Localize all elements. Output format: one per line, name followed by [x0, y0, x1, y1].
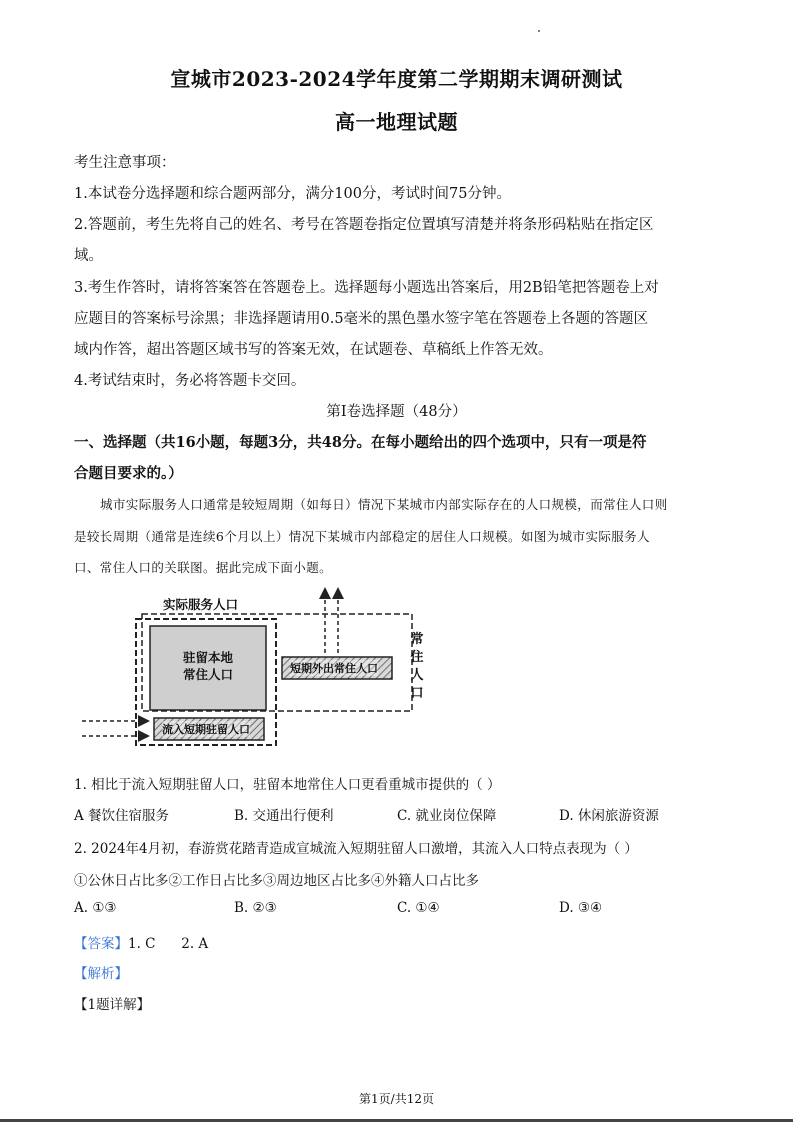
actual-service-label: 实际服务人口 [163, 597, 239, 612]
note-line: 域。 [74, 248, 103, 264]
question-2-statements: ①公休日占比多②工作日占比多③周边地区占比多④外籍人口占比多 [74, 873, 479, 889]
outflow-label: 短期外出常住人口 [290, 662, 378, 675]
answer-text: 1. C 2. A [128, 936, 209, 952]
exam-title: 宣城市2023-2024学年度第二学期期末调研测试 [170, 67, 623, 91]
note-line: 1.本试卷分选择题和综合题两部分，满分100分，考试时间75分钟。 [74, 186, 511, 202]
section-title: 第Ⅰ卷选择题（48分） [326, 404, 467, 420]
question-2-option-b: B. ②③ [234, 900, 277, 916]
scan-dot [538, 30, 540, 32]
local-resident-label [150, 649, 266, 683]
local-resident-line: 驻留本地 [182, 650, 233, 665]
resident-label: 常住人口 [410, 632, 424, 701]
note-line: 域内作答，超出答题区域书写的答案无效，在试题卷、草稿纸上作答无效。 [74, 342, 553, 358]
question-2-option-d: D. ③④ [559, 900, 603, 916]
note-line: 3.考生作答时，请将答案答在答题卷上。选择题每小题选出答案后，用2B铅笔把答题卷上对 [74, 280, 659, 296]
question-1-option-d: D. 休闲旅游资源 [559, 808, 659, 824]
answer-line [74, 932, 208, 952]
population-diagram [80, 585, 440, 755]
inflow-label: 流入短期驻留人口 [162, 723, 250, 736]
section-instruction: 合题目要求的。） [74, 465, 183, 482]
question-1-option-b: B. 交通出行便利 [234, 808, 334, 824]
notes-heading: 考生注意事项： [74, 155, 176, 171]
note-line: 4.考试结束时，务必将答题卡交回。 [74, 373, 306, 389]
local-resident-line: 常住人口 [182, 667, 233, 682]
question-2-option-c: C. ①④ [397, 900, 440, 916]
answer-tag: 【答案】 [74, 936, 128, 952]
note-line: 应题目的答案标号涂黑；非选择题请用0.5毫米的黑色墨水签字笔在答题卷上各题的答题区 [74, 311, 649, 327]
detail-heading: 【1题详解】 [74, 997, 151, 1013]
question-1-stem: 1. 相比于流入短期驻留人口，驻留本地常住人口更看重城市提供的（ ） [74, 777, 501, 793]
analysis-tag: 【解析】 [74, 966, 128, 982]
question-1-option-a: A 餐饮住宿服务 [74, 808, 170, 824]
note-line: 2.答题前，考生先将自己的姓名、考号在答题卷指定位置填写清楚并将条形码粘贴在指定区 [74, 217, 654, 233]
page-footer: 第1页/共12页 [359, 1092, 434, 1106]
passage-line: 城市实际服务人口通常是较短周期（如每日）情况下某城市内部实际存在的人口规模，而常住人口则 [100, 497, 668, 512]
passage-line: 口、常住人口的关联图。据此完成下面小题。 [74, 560, 333, 575]
question-2-stem: 2. 2024年4月初，春游赏花踏青造成宣城流入短期驻留人口激增，其流入人口特点表现为（ ） [74, 841, 638, 857]
passage-line: 是较长周期（通常是连续6个月以上）情况下某城市内部稳定的居住人口规模。如图为城市实际服务人 [74, 529, 650, 544]
section-instruction: 一、选择题（共16小题，每题3分，共48分。在每小题给出的四个选项中，只有一项是符 [74, 434, 647, 451]
question-2-option-a: A. ①③ [74, 900, 117, 916]
question-1-option-c: C. 就业岗位保障 [397, 808, 497, 824]
exam-subtitle: 高一地理试题 [335, 110, 458, 134]
